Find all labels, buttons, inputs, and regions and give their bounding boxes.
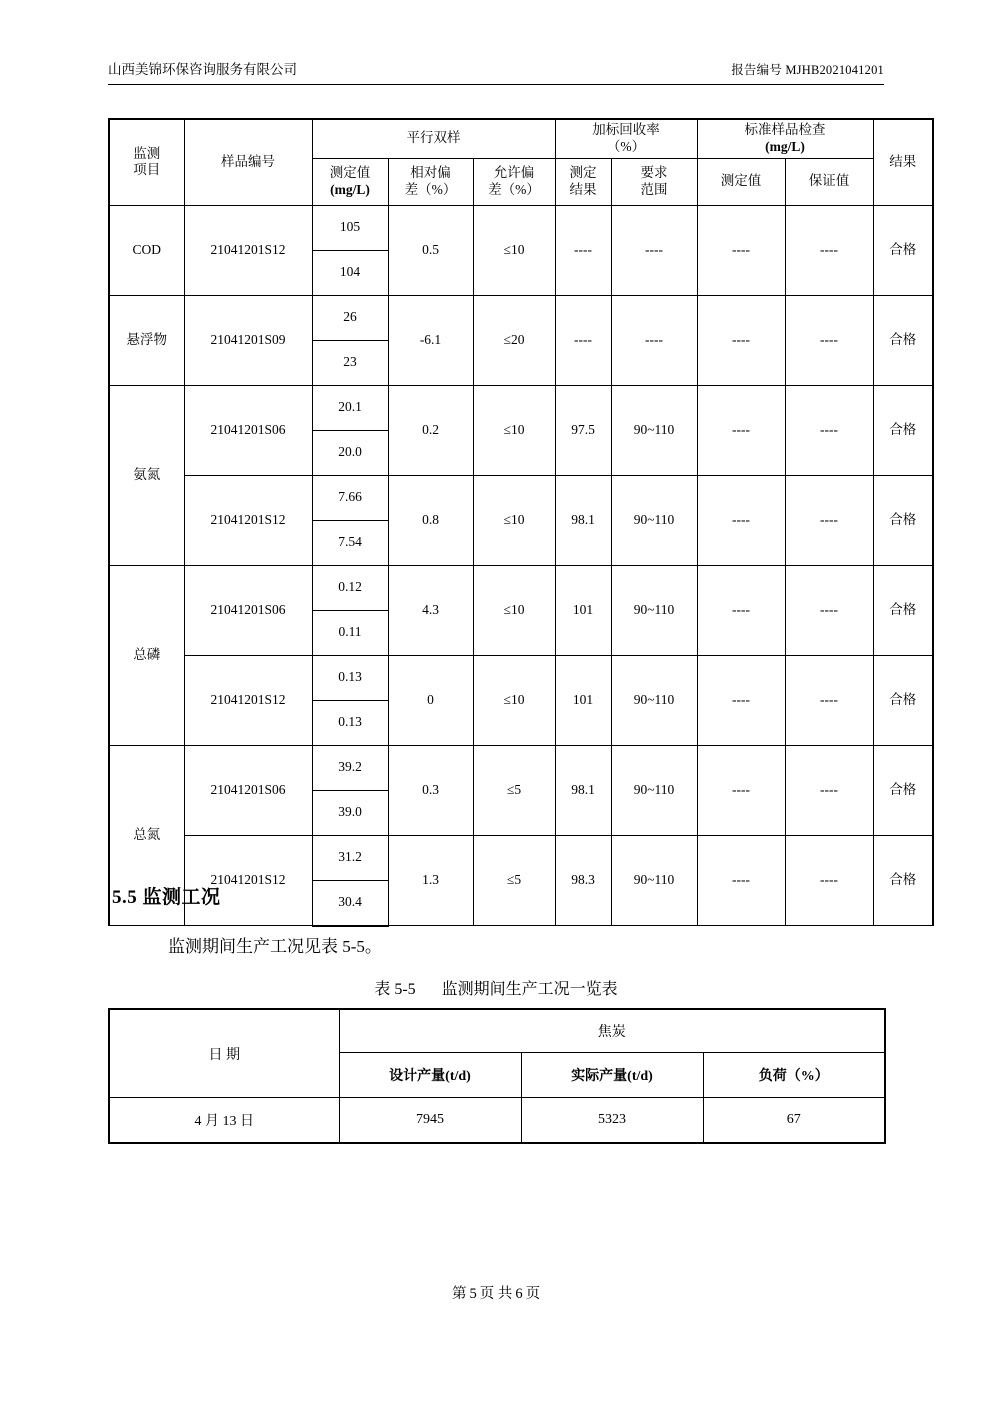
header-std-measured: 测定值: [697, 158, 785, 205]
cell-measured-2: 104: [312, 250, 388, 295]
cell-result: 合格: [873, 835, 933, 926]
table-row: [109, 295, 933, 340]
cell-item: COD: [109, 205, 184, 295]
cell-measured-2: 0.13: [312, 700, 388, 745]
cell-allowed-deviation: ≤10: [473, 655, 555, 745]
table-row: [109, 565, 933, 610]
footer-mid: 页 共: [479, 1286, 513, 1302]
cell-std-guarantee: ----: [785, 475, 873, 565]
cell-measured-2: 20.0: [312, 430, 388, 475]
table-caption-text: 监测期间生产工况一览表: [441, 981, 618, 998]
header-sample-no: 样品编号: [184, 119, 312, 205]
table-row: [109, 655, 933, 700]
footer-prefix: 第: [451, 1286, 467, 1302]
cell-relative-deviation: 4.3: [388, 565, 473, 655]
cell-required-range: 90~110: [611, 565, 697, 655]
cell-sample-no: 21041201S06: [184, 385, 312, 475]
cell-allowed-deviation: ≤5: [473, 745, 555, 835]
cell-result: 合格: [873, 205, 933, 295]
cell-allowed-deviation: ≤5: [473, 835, 555, 926]
cell-relative-deviation: 0.3: [388, 745, 473, 835]
cell-relative-deviation: 0.2: [388, 385, 473, 475]
cell-sample-no: 21041201S09: [184, 295, 312, 385]
prod-header-date: 日 期: [109, 1009, 339, 1098]
cell-item: 氨氮: [109, 385, 184, 565]
cell-required-range: 90~110: [611, 745, 697, 835]
cell-allowed-deviation: ≤10: [473, 475, 555, 565]
cell-std-measured: ----: [697, 835, 785, 926]
cell-measured-1: 39.2: [312, 745, 388, 790]
header-report-number: 报告编号 MJHB2021041201: [731, 63, 884, 77]
cell-relative-deviation: 0.5: [388, 205, 473, 295]
cell-std-guarantee: ----: [785, 835, 873, 926]
cell-std-guarantee: ----: [785, 655, 873, 745]
cell-measured-2: 7.54: [312, 520, 388, 565]
cell-sample-no: 21041201S12: [184, 835, 312, 926]
section-title: 5.5 监测工况: [112, 887, 221, 908]
header-spike-recovery: 加标回收率 （%）: [555, 119, 697, 158]
prod-header-row-1: [109, 1009, 885, 1053]
footer-page-number: 5: [469, 1286, 477, 1302]
header-item: 监测 项目: [109, 119, 184, 205]
cell-allowed-deviation: ≤20: [473, 295, 555, 385]
cell-relative-deviation: 1.3: [388, 835, 473, 926]
table-header-row-1: [109, 119, 933, 158]
prod-cell-date: 4 月 13 日: [109, 1098, 339, 1144]
cell-result: 合格: [873, 655, 933, 745]
cell-measured-2: 30.4: [312, 880, 388, 926]
table-row: [109, 835, 933, 880]
cell-sample-no: 21041201S06: [184, 565, 312, 655]
cell-result: 合格: [873, 475, 933, 565]
cell-item: 总磷: [109, 565, 184, 745]
cell-relative-deviation: 0.8: [388, 475, 473, 565]
cell-allowed-deviation: ≤10: [473, 565, 555, 655]
cell-result: 合格: [873, 385, 933, 475]
cell-std-guarantee: ----: [785, 205, 873, 295]
cell-item: 总氮: [109, 745, 184, 926]
production-status-table: [108, 1008, 886, 1144]
footer-suffix: 页: [525, 1286, 541, 1302]
cell-allowed-deviation: ≤10: [473, 205, 555, 295]
cell-spike-result: ----: [555, 295, 611, 385]
cell-required-range: 90~110: [611, 385, 697, 475]
table-row: [109, 205, 933, 250]
cell-std-measured: ----: [697, 475, 785, 565]
cell-required-range: 90~110: [611, 835, 697, 926]
cell-std-measured: ----: [697, 385, 785, 475]
cell-required-range: 90~110: [611, 475, 697, 565]
cell-std-measured: ----: [697, 745, 785, 835]
cell-spike-result: 101: [555, 655, 611, 745]
header-relative-deviation: 相对偏 差（%）: [388, 158, 473, 205]
table-row: [109, 475, 933, 520]
cell-std-measured: ----: [697, 205, 785, 295]
prod-header-design-output: 设计产量(t/d): [339, 1053, 521, 1098]
header-measured-value: 测定值 (mg/L): [312, 158, 388, 205]
header-spike-measured: 测定 结果: [555, 158, 611, 205]
cell-std-guarantee: ----: [785, 745, 873, 835]
header-std-guarantee: 保证值: [785, 158, 873, 205]
prod-cell-design: 7945: [339, 1098, 521, 1144]
cell-measured-1: 105: [312, 205, 388, 250]
cell-spike-result: 98.1: [555, 745, 611, 835]
table-caption-label: 表 5-5: [374, 981, 416, 998]
cell-result: 合格: [873, 295, 933, 385]
page-header: [108, 58, 884, 85]
cell-sample-no: 21041201S12: [184, 205, 312, 295]
cell-measured-2: 0.11: [312, 610, 388, 655]
cell-result: 合格: [873, 745, 933, 835]
cell-required-range: ----: [611, 295, 697, 385]
header-standard-check: 标准样品检查 (mg/L): [697, 119, 873, 158]
cell-sample-no: 21041201S06: [184, 745, 312, 835]
table-row: [109, 385, 933, 430]
cell-measured-1: 0.13: [312, 655, 388, 700]
cell-spike-result: 98.3: [555, 835, 611, 926]
table-row: [109, 1098, 885, 1144]
table-caption: [108, 976, 884, 999]
prod-header-load: 负荷（%）: [703, 1053, 885, 1098]
cell-item: 悬浮物: [109, 295, 184, 385]
page-footer: [0, 1282, 992, 1303]
cell-spike-result: 97.5: [555, 385, 611, 475]
cell-sample-no: 21041201S12: [184, 475, 312, 565]
cell-std-measured: ----: [697, 655, 785, 745]
cell-std-guarantee: ----: [785, 385, 873, 475]
cell-std-measured: ----: [697, 295, 785, 385]
cell-required-range: 90~110: [611, 655, 697, 745]
cell-measured-1: 31.2: [312, 835, 388, 880]
prod-cell-actual: 5323: [521, 1098, 703, 1144]
quality-control-table: [108, 118, 934, 927]
header-required-range: 要求 范围: [611, 158, 697, 205]
cell-std-guarantee: ----: [785, 565, 873, 655]
cell-spike-result: ----: [555, 205, 611, 295]
cell-relative-deviation: -6.1: [388, 295, 473, 385]
cell-std-guarantee: ----: [785, 295, 873, 385]
footer-total-pages: 6: [515, 1286, 523, 1302]
cell-measured-1: 7.66: [312, 475, 388, 520]
header-parallel-samples: 平行双样: [312, 119, 555, 158]
cell-required-range: ----: [611, 205, 697, 295]
prod-header-group: 焦炭: [339, 1009, 885, 1053]
cell-measured-1: 26: [312, 295, 388, 340]
cell-sample-no: 21041201S12: [184, 655, 312, 745]
cell-measured-2: 23: [312, 340, 388, 385]
cell-spike-result: 98.1: [555, 475, 611, 565]
header-result: 结果: [873, 119, 933, 205]
cell-measured-1: 20.1: [312, 385, 388, 430]
section-paragraph: 监测期间生产工况见表 5-5。: [168, 937, 382, 956]
header-company-name: 山西美锦环保咨询服务有限公司: [108, 62, 297, 77]
cell-std-measured: ----: [697, 565, 785, 655]
cell-spike-result: 101: [555, 565, 611, 655]
cell-relative-deviation: 0: [388, 655, 473, 745]
header-allowed-deviation: 允许偏 差（%）: [473, 158, 555, 205]
cell-measured-2: 39.0: [312, 790, 388, 835]
prod-header-actual-output: 实际产量(t/d): [521, 1053, 703, 1098]
cell-result: 合格: [873, 565, 933, 655]
prod-cell-load: 67: [703, 1098, 885, 1144]
table-row: [109, 745, 933, 790]
cell-measured-1: 0.12: [312, 565, 388, 610]
cell-allowed-deviation: ≤10: [473, 385, 555, 475]
